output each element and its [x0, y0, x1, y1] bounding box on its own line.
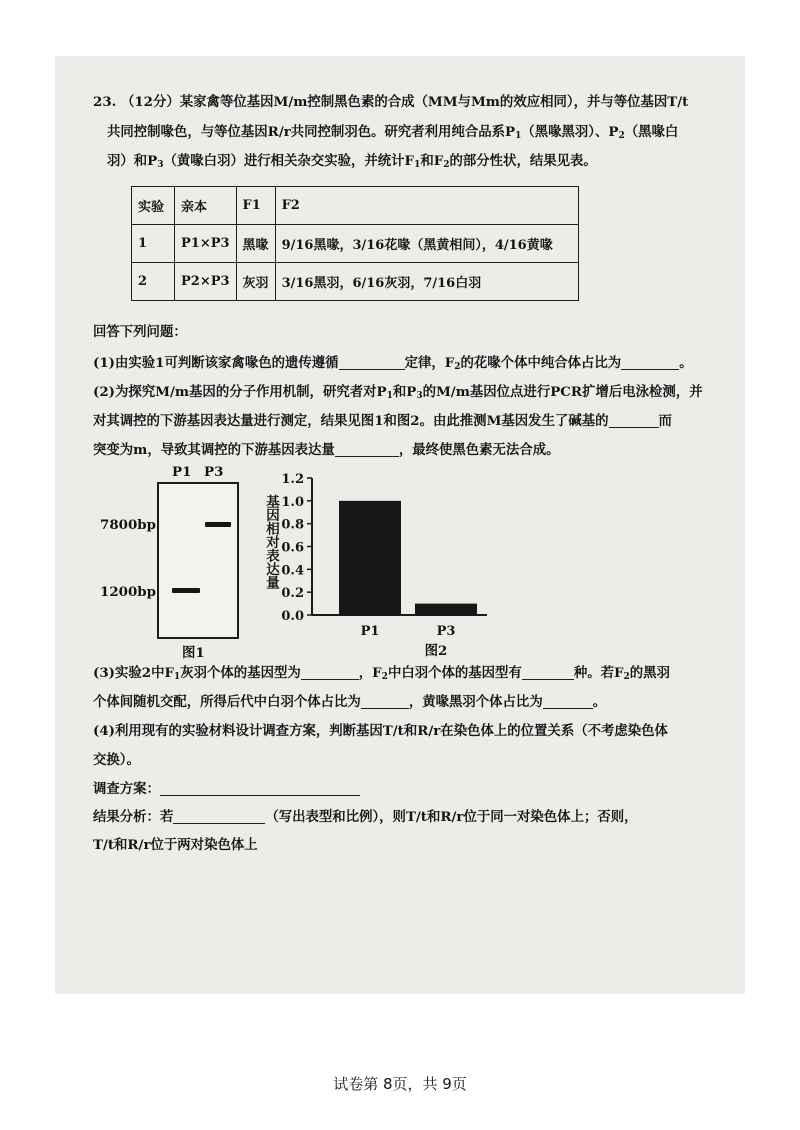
table-row: [132, 263, 579, 301]
table-cell: P2×P3: [175, 263, 237, 301]
table-row: [132, 225, 579, 263]
results-table: [131, 186, 579, 301]
question-part-3: (3)实验2中$F_1$灰羽个体的基因型为 ，$F_2$中白羽个体的基因型有 种。若$F_2$的黑羽: [93, 665, 670, 682]
question-part-4-line2: 交换）。: [93, 752, 140, 768]
answer-blank[interactable]: [173, 810, 265, 824]
answer-blank[interactable]: [543, 695, 593, 709]
answer-blank[interactable]: [621, 356, 679, 370]
figure2-caption: 图2: [424, 643, 448, 658]
gel-marker-label: 7800bp: [100, 517, 156, 533]
answer-blank[interactable]: [361, 695, 409, 709]
answer-blank[interactable]: [522, 666, 574, 680]
table-cell: 3/16黑羽，6/16灰羽，7/16白羽: [275, 263, 578, 301]
y-axis-label: 基因相对表达量: [263, 494, 279, 590]
answer-blank[interactable]: [335, 443, 399, 457]
question-part-3-line2: 个体间随机交配，所得后代中白羽个体占比为 ，黄喙黑羽个体占比为 。: [93, 694, 607, 710]
bar-p3: [415, 604, 477, 615]
table-header: 实验: [132, 187, 175, 225]
question-part-2-line2: 对其调控的下游基因表达量进行测定，结果见图1和图2。由此推测M基因发生了碱基的 而: [93, 413, 672, 429]
table-header: F2: [275, 187, 578, 225]
table-cell: 9/16黑喙，3/16花喙（黑黄相间），4/16黄喙: [275, 225, 578, 263]
answer-blank[interactable]: [609, 414, 659, 428]
answer-blank[interactable]: [160, 782, 360, 796]
question-intro-line2: 共同控制喙色，与等位基因R/r共同控制羽色。研究者利用纯合品系$P_1$（黑喙黑羽）、$P_2$（黑喙白: [107, 124, 679, 141]
y-tick-label: 1.0: [281, 494, 304, 510]
question-part-2-line3: 突变为m，导致其调控的下游基因表达量 ，最终使黑色素无法合成。: [93, 442, 560, 458]
question-part-1: (1)由实验1可判断该家禽喙色的遗传遵循 定律，$F_2$的花喙个体中纯合体占比为 。: [93, 355, 693, 372]
question-intro: 23. （12分）某家禽等位基因M/m控制黑色素的合成（MM与Mm的效应相同），并与等位基因T/t: [93, 94, 689, 110]
gel-image: [157, 482, 239, 639]
y-tick-label: 1.2: [281, 472, 304, 487]
plan-line: 调查方案：: [93, 780, 360, 798]
question-part-4: (4)利用现有的实验材料设计调查方案，判断基因T/t和R/r在染色体上的位置关系（不考虑染色体: [93, 723, 668, 739]
x-category-label: P1: [360, 624, 380, 639]
y-tick-label: 0.2: [281, 586, 304, 602]
question-part-2: (2)为探究M/m基因的分子作用机制，研究者对$P_1$和$P_3$的M/m基因位点进行PCR扩增后电泳检测，并: [93, 384, 703, 401]
table-header: F1: [236, 187, 275, 225]
bar-p1: [339, 501, 401, 615]
table-cell: 2: [132, 263, 175, 301]
gel-marker-label: 1200bp: [100, 584, 156, 600]
y-tick-label: 0.0: [281, 609, 304, 624]
answer-blank[interactable]: [339, 356, 405, 370]
analysis-line-2: T/t和R/r位于两对染色体上: [93, 837, 258, 853]
analysis-line: 结果分析：若 （写出表型和比例），则T/t和R/r位于同一对染色体上；否则，: [93, 809, 638, 825]
gel-lane-label: P1: [172, 464, 192, 480]
figure1-caption: 图1: [182, 645, 205, 661]
bar-chart: [230, 458, 550, 658]
table-cell: P1×P3: [175, 225, 237, 263]
table-header: 亲本: [175, 187, 237, 225]
x-category-label: P3: [436, 624, 456, 639]
gel-lane-label: P3: [204, 464, 224, 480]
table-cell: 灰羽: [236, 263, 275, 301]
gel-band-p1-1200: [172, 588, 200, 593]
table-cell: 黑喙: [236, 225, 275, 263]
question-intro-line3: 羽）和$P_3$（黄喙白羽）进行相关杂交实验，并统计$F_1$和$F_2$的部分性状，结果见表。: [107, 153, 597, 170]
table-cell: 1: [132, 225, 175, 263]
page-number: 试卷第 8页，共 9页: [333, 1075, 467, 1093]
y-tick-label: 0.6: [281, 540, 304, 556]
answer-blank[interactable]: [301, 666, 359, 680]
y-tick-label: 0.8: [281, 517, 304, 533]
gel-band-p3-7800: [205, 522, 231, 527]
question-number: 23.: [93, 94, 117, 110]
answer-prompt: 回答下列问题：: [93, 324, 187, 340]
table-header-row: [132, 187, 579, 225]
y-tick-label: 0.4: [281, 563, 304, 579]
